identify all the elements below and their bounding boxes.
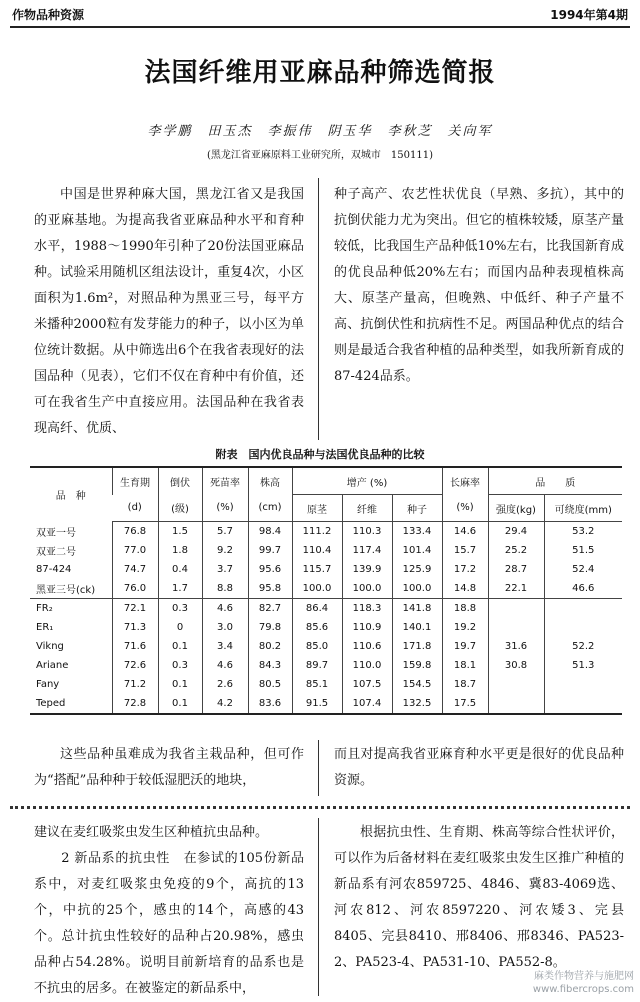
table-cell: 101.4 — [392, 541, 442, 560]
table-row — [30, 675, 622, 694]
table-cell — [488, 675, 544, 694]
table-cell: 46.6 — [544, 579, 622, 599]
table-cell: 95.6 — [248, 560, 292, 579]
table-cell: 22.1 — [488, 579, 544, 599]
body-paragraph: 种子高产、农艺性状优良（早熟、多抗），其中的抗倒伏能力尤为突出。但它的植株较矮，原茎产量较低，比我国生产品种低10%左右，比我国新育成的优良品种低20%左右；而国内品种表现植株高大、原茎产量高，但晚熟、中低纤、种子产量不高、抗倒伏性和抗病性不足。两国品种优点的结合则是最适合我省种植的品种类型，如我所新育成的87-424品系。 — [334, 187, 624, 384]
table-cell: 100.0 — [292, 579, 342, 599]
variety-name: Teped — [30, 694, 112, 714]
header-yield-fiber: 纤维 — [342, 495, 392, 522]
table-row — [30, 637, 622, 656]
body-paragraph: 建议在麦红吸浆虫发生区种植抗虫品种。 2 新品系的抗虫性 在参试的105份新品系中，对麦红吸浆虫免疫的9个，高抗的13个，中抗的25个，感虫的14个，高感的43个。总计抗虫性较好的品种占20.98%，感虫品种占54.28%。说明目前新培育的品系也是不抗虫的居多。在被鉴定的新品系中， — [34, 825, 304, 996]
article-title: 法国纤维用亚麻品种筛选简报 — [144, 58, 496, 88]
table-cell: 133.4 — [392, 522, 442, 542]
header-variety: 品 种 — [30, 467, 112, 522]
table-cell: 0.3 — [158, 599, 202, 619]
variety-name: 87-424 — [36, 564, 72, 575]
table-cell: 15.7 — [442, 541, 488, 560]
header-yield-stem: 原茎 — [292, 495, 342, 522]
variety-name: ER₁ — [36, 622, 54, 633]
article-authors: 李学鹏 田玉杰 李振伟 阴玉华 李秋芝 关向军 — [147, 124, 493, 139]
table-row — [30, 599, 622, 619]
header-lodging: 倒伏 — [158, 467, 202, 495]
table-cell: 89.7 — [292, 656, 342, 675]
table-cell: 8.8 — [202, 579, 248, 599]
variety-name: 双亚一号 — [36, 527, 76, 539]
table-cell: 110.4 — [292, 541, 342, 560]
table-cell: 0 — [158, 618, 202, 637]
header-long-fiber: 长麻率 — [442, 467, 488, 495]
table-cell: 85.1 — [292, 675, 342, 694]
table-cell: 79.8 — [248, 618, 292, 637]
table-cell: 4.6 — [202, 656, 248, 675]
body-paragraph: 根据抗虫性、生育期、株高等综合性状评价，可以作为后备材料在麦红吸浆虫发生区推广种植的新品系有河农859725、4846、冀83-4069选、河农812、河农8597220、河农矮3、完县8405、完县8410、邢8406、邢8346、PA523-2、PA523-4、PA531-10、PA552-8。 — [334, 825, 624, 970]
variety-name: 双亚二号 — [36, 547, 76, 558]
issue-number: 1994年第4期 — [550, 8, 628, 22]
table-cell: 18.8 — [442, 599, 488, 619]
table-cell: 5.7 — [202, 522, 248, 542]
table-cell: 52.4 — [544, 560, 622, 579]
table-cell: 9.2 — [202, 541, 248, 560]
table-cell: 74.7 — [112, 560, 158, 579]
page-header — [12, 6, 628, 24]
table-cell: 72.1 — [112, 599, 158, 619]
table-cell: 115.7 — [292, 560, 342, 579]
table-cell: 80.5 — [248, 675, 292, 694]
table-cell: 71.6 — [112, 637, 158, 656]
table-cell: 99.7 — [248, 541, 292, 560]
table-cell: 53.2 — [544, 522, 622, 542]
comparison-table — [30, 466, 622, 715]
column-divider — [318, 178, 319, 440]
body-paragraph: 中国是世界种麻大国，黑龙江省又是我国的亚麻基地。为提高我省亚麻品种水平和育种水平，1988～1990年引种了20份法国亚麻品种。试验采用随机区组法设计，重复4次，小区面积为1.6m²，对照品种为黑亚三号，每平方米播种2000粒有发芽能力的种子，以小区为单位统计数据。从中筛选出6个在我省表现好的法国品种（见表），它们不仅在育种中有价值，还可在我省生产中直接应用。法国品种在我省表现高纤、优质、 — [34, 187, 304, 436]
body-column-right — [334, 182, 624, 390]
header-quality: 品 质 — [488, 467, 622, 495]
table-cell: 0.3 — [158, 656, 202, 675]
table-row — [30, 541, 622, 560]
table-cell: 71.3 — [112, 618, 158, 637]
table-cell: 71.2 — [112, 675, 158, 694]
watermark — [533, 970, 634, 996]
header-yield-seed: 种子 — [392, 495, 442, 522]
header-height-unit: (cm) — [248, 495, 292, 522]
table-cell: 95.8 — [248, 579, 292, 599]
table-cell: 14.8 — [442, 579, 488, 599]
body-paragraph: 这些品种虽难成为我省主栽品种，但可作为“搭配”品种种于较低湿肥沃的地块， — [34, 747, 304, 788]
column-divider — [318, 740, 319, 796]
table-cell: 100.0 — [392, 579, 442, 599]
table-cell: 140.1 — [392, 618, 442, 637]
table-cell: 72.6 — [112, 656, 158, 675]
header-death-unit: (%) — [202, 495, 248, 522]
table-cell: 18.7 — [442, 675, 488, 694]
table-cell — [544, 694, 622, 714]
table-cell: 29.4 — [488, 522, 544, 542]
table-cell: 30.8 — [488, 656, 544, 675]
table-cell — [544, 675, 622, 694]
table-cell — [488, 618, 544, 637]
table-cell: 0.1 — [158, 675, 202, 694]
table-cell: 80.2 — [248, 637, 292, 656]
column-divider — [318, 818, 319, 996]
variety-name: Vikng — [36, 641, 64, 652]
table-cell: 76.0 — [112, 579, 158, 599]
table-cell: 83.6 — [248, 694, 292, 714]
table-cell: 132.5 — [392, 694, 442, 714]
table-cell: 107.5 — [342, 675, 392, 694]
section-separator — [10, 806, 630, 809]
section2-left — [34, 820, 304, 1002]
header-rule — [10, 26, 630, 28]
table-cell: 159.8 — [392, 656, 442, 675]
table-cell: 117.4 — [342, 541, 392, 560]
table-cell: 76.8 — [112, 522, 158, 542]
section2-right — [334, 820, 624, 976]
header-growth-unit: (d) — [112, 495, 158, 522]
table-cell: 110.9 — [342, 618, 392, 637]
table-cell: 3.4 — [202, 637, 248, 656]
header-long-fiber-unit: (%) — [442, 495, 488, 522]
header-lodging-unit: (级) — [158, 495, 202, 522]
table-cell — [544, 618, 622, 637]
table-cell: 3.0 — [202, 618, 248, 637]
table-cell: 77.0 — [112, 541, 158, 560]
table-row — [30, 522, 622, 542]
table-cell: 107.4 — [342, 694, 392, 714]
table-cell: 82.7 — [248, 599, 292, 619]
header-yield: 增产 (%) — [292, 467, 442, 495]
table-row — [30, 656, 622, 675]
table-cell: 0.1 — [158, 637, 202, 656]
header-height: 株高 — [248, 467, 292, 495]
after-table-right — [334, 742, 624, 794]
journal-name: 作物品种资源 — [12, 8, 85, 22]
article-affiliation: (黑龙江省亚麻原料工业研究所，双城市 150111) — [207, 150, 433, 161]
table-cell: 51.5 — [544, 541, 622, 560]
table-cell: 4.2 — [202, 694, 248, 714]
table-cell: 19.2 — [442, 618, 488, 637]
table-cell: 141.8 — [392, 599, 442, 619]
table-cell: 0.4 — [158, 560, 202, 579]
variety-name: Fany — [36, 679, 60, 690]
table-cell: 1.5 — [158, 522, 202, 542]
table-cell — [544, 599, 622, 619]
table-cell: 18.1 — [442, 656, 488, 675]
table-row — [30, 560, 622, 579]
table-cell: 171.8 — [392, 637, 442, 656]
table-cell: 154.5 — [392, 675, 442, 694]
table-cell: 98.4 — [248, 522, 292, 542]
watermark-line: 麻类作物营养与施肥网 — [534, 971, 634, 982]
table-cell: 85.0 — [292, 637, 342, 656]
table-cell: 84.3 — [248, 656, 292, 675]
body-column-left — [34, 182, 304, 442]
table-cell: 17.2 — [442, 560, 488, 579]
table-cell: 2.6 — [202, 675, 248, 694]
table-cell: 111.2 — [292, 522, 342, 542]
table-cell: 31.6 — [488, 637, 544, 656]
table-cell: 72.8 — [112, 694, 158, 714]
table-cell: 28.7 — [488, 560, 544, 579]
table-body — [30, 522, 622, 715]
after-table-left — [34, 742, 304, 794]
table-caption: 附表 国内优良品种与法国优良品种的比较 — [215, 448, 425, 461]
table-cell: 0.1 — [158, 694, 202, 714]
table-cell: 110.6 — [342, 637, 392, 656]
table-cell: 17.5 — [442, 694, 488, 714]
table-cell: 51.3 — [544, 656, 622, 675]
table-cell: 100.0 — [342, 579, 392, 599]
table-cell: 139.9 — [342, 560, 392, 579]
header-death: 死苗率 — [202, 467, 248, 495]
table-cell: 110.0 — [342, 656, 392, 675]
table-cell: 118.3 — [342, 599, 392, 619]
table-cell: 52.2 — [544, 637, 622, 656]
table-cell: 91.5 — [292, 694, 342, 714]
table-cell: 110.3 — [342, 522, 392, 542]
variety-name: Ariane — [36, 660, 69, 671]
header-quality-flex: 可绕度(mm) — [544, 495, 622, 522]
watermark-line: www.fibercrops.com — [532, 984, 634, 995]
header-growth: 生育期 — [112, 467, 158, 495]
table-cell: 1.8 — [158, 541, 202, 560]
table-row — [30, 579, 622, 599]
variety-name: 黑亚三号(ck) — [36, 585, 96, 596]
table-cell: 1.7 — [158, 579, 202, 599]
variety-name: FR₂ — [30, 599, 112, 619]
table-cell: 85.6 — [292, 618, 342, 637]
table-cell: 4.6 — [202, 599, 248, 619]
table-cell: 14.6 — [442, 522, 488, 542]
body-paragraph: 而且对提高我省亚麻育种水平更是很好的优良品种资源。 — [334, 747, 624, 788]
header-quality-strength: 强度(kg) — [488, 495, 544, 522]
table-cell — [488, 694, 544, 714]
table-cell: 19.7 — [442, 637, 488, 656]
table-row — [30, 618, 622, 637]
table-cell — [488, 599, 544, 619]
table-row — [30, 694, 622, 714]
table-cell: 3.7 — [202, 560, 248, 579]
table-cell: 25.2 — [488, 541, 544, 560]
table-cell: 86.4 — [292, 599, 342, 619]
table-cell: 125.9 — [392, 560, 442, 579]
